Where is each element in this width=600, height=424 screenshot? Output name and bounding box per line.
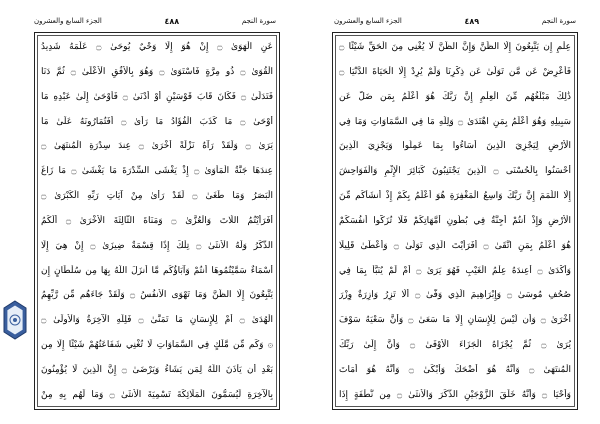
text-line: أُخْرَىٰ ۝ وَأَن لَّيْسَ لِلْإِنسَانِ إِلَّا مَا سَعَىٰ ۝ وَأَنَّ سَعْيَهُ سَوْفَ (339, 315, 571, 326)
text-line: الْقُوَىٰ ۝ ذُو مِرَّةٍ فَاسْتَوَىٰ ۝ وَهُوَ بِالْأُفُقِ الْأَعْلَىٰ ۝ ثُمَّ دَنَا (41, 66, 273, 77)
text-line: الْأَرْضِ لِيَجْزِيَ الَّذِينَ أَسَاءُوا بِمَا عَمِلُوا وَيَجْزِيَ الَّذِينَ (339, 141, 571, 152)
right-header-juz: الجزء السابع والعشرون (334, 17, 402, 25)
left-text-frame (34, 32, 280, 410)
text-line: الْهُدَىٰ ۝ أَمْ لِلْإِنسَانِ مَا تَمَنَّىٰ ۝ فَلِلَّهِ الْآخِرَةُ وَالْأُولَىٰ ۝ (41, 315, 273, 326)
left-header-juz: الجزء السابع والعشرون (34, 17, 102, 25)
text-line: الذَّكَرُ وَلَهُ الْأُنثَىٰ ۝ تِلْكَ إِذًا قِسْمَةٌ ضِيزَىٰ ۝ إِنْ هِيَ إِلَّا (41, 240, 273, 251)
text-line: عَنِ الْهَوَىٰ ۝ إِنْ هُوَ إِلَّا وَحْيٌ يُوحَىٰ ۝ عَلَّمَهُ شَدِيدُ (41, 42, 273, 52)
text-line: يَتَّبِعُونَ إِلَّا الظَّنَّ وَمَا تَهْوَى الْأَنفُسُ ۝ وَلَقَدْ جَاءَهُم مِّن رَّبِّهِمُ (41, 290, 273, 301)
text-line: الْمُنتَهَىٰ ۝ وَأَنَّهُ هُوَ أَضْحَكَ وَأَبْكَىٰ ۝ وَأَنَّهُ هُوَ أَمَاتَ (339, 364, 571, 375)
text-line: صُحُفِ مُوسَىٰ ۝ وَإِبْرَاهِيمَ الَّذِي وَفَّىٰ ۝ أَلَّا تَزِرُ وَازِرَةٌ وِزْرَ (339, 290, 571, 301)
text-line: وَأَحْيَا ۝ وَأَنَّهُ خَلَقَ الزَّوْجَيْنِ الذَّكَرَ وَالْأُنثَىٰ ۝ مِن نُّطْفَةٍ إِذَا (339, 389, 571, 400)
text-line: بَعْدِ أَن يَأْذَنَ اللَّهُ لِمَن يَشَاءُ وَيَرْضَىٰ ۝ إِنَّ الَّذِينَ لَا يُؤْمِنُونَ (41, 364, 273, 375)
left-page (0, 0, 290, 424)
text-line: أَفَرَأَيْتُمُ اللَّاتَ وَالْعُزَّىٰ ۝ وَمَنَاةَ الثَّالِثَةَ الْأُخْرَىٰ ۝ أَلَكُمُ (41, 215, 273, 226)
text-line: وَأَكْدَىٰ ۝ أَعِندَهُ عِلْمُ الْغَيْبِ فَهُوَ يَرَىٰ ۝ أَمْ لَمْ يُنَبَّأْ بِمَا فِي (339, 265, 571, 276)
text-line: فَأَعْرِضْ عَن مَّن تَوَلَّىٰ عَن ذِكْرِنَا وَلَمْ يُرِدْ إِلَّا الْحَيَاةَ الدُّنْيَا ۝ (339, 66, 571, 77)
text-line: سَبِيلِهِ وَهُوَ أَعْلَمُ بِمَنِ اهْتَدَىٰ ۝ وَلِلَّهِ مَا فِي السَّمَاوَاتِ وَمَا فِي (339, 116, 571, 127)
right-page-header (334, 14, 576, 28)
left-page-header (34, 14, 276, 28)
hizb-marker-icon (2, 300, 28, 340)
left-header-surah: سورة النجم (241, 17, 276, 25)
text-line: يَرَىٰ ۝ وَلَقَدْ رَآهُ نَزْلَةً أُخْرَىٰ ۝ عِندَ سِدْرَةِ الْمُنتَهَىٰ ۝ (41, 141, 273, 152)
text-line: ذَٰلِكَ مَبْلَغُهُم مِّنَ الْعِلْمِ إِنَّ رَبَّكَ هُوَ أَعْلَمُ بِمَن ضَلَّ عَن (339, 91, 571, 102)
text-line: الْأَرْضِ وَإِذْ أَنتُمْ أَجِنَّةٌ فِي بُطُونِ أُمَّهَاتِكُمْ فَلَا تُزَكُّوا أَنفُسَكُمْ (339, 215, 571, 226)
text-line: إِلَّا اللَّمَمَ إِنَّ رَبَّكَ وَاسِعُ الْمَغْفِرَةِ هُوَ أَعْلَمُ بِكُمْ إِذْ أَنشَأَكُم مِّنَ (339, 191, 571, 202)
text-line: ۞ وَكَم مِّن مَّلَكٍ فِي السَّمَاوَاتِ لَا تُغْنِي شَفَاعَتُهُمْ شَيْئًا إِلَّا مِن (41, 340, 273, 351)
right-header-surah: سورة النجم (541, 17, 576, 25)
text-line: أَسْمَاءٌ سَمَّيْتُمُوهَا أَنتُمْ وَآبَاؤُكُم مَّا أَنزَلَ اللَّهُ بِهَا مِن سُلْطَانٍ إِن (41, 265, 273, 276)
left-page-number: ٤٨٨ (164, 16, 180, 26)
text-line: عِلْمٍ إِن يَتَّبِعُونَ إِلَّا الظَّنَّ وَإِنَّ الظَّنَّ لَا يُغْنِي مِنَ الْحَقِّ شَيْئًا ۝ (339, 42, 571, 52)
right-page-number: ٤٨٩ (464, 16, 480, 26)
text-line: أَحْسَنُوا بِالْحُسْنَى ۝ الَّذِينَ يَجْتَنِبُونَ كَبَائِرَ الْإِثْمِ وَالْفَوَاحِشَ (339, 166, 571, 177)
right-text-frame (332, 32, 578, 410)
right-text-lines (339, 41, 571, 401)
text-line: فَتَدَلَّىٰ ۝ فَكَانَ قَابَ قَوْسَيْنِ أَوْ أَدْنَىٰ ۝ فَأَوْحَىٰ إِلَىٰ عَبْدِهِ مَا (41, 91, 273, 102)
right-page (310, 0, 600, 424)
text-line: يُرَىٰ ۝ ثُمَّ يُجْزَاهُ الْجَزَاءَ الْأَوْفَىٰ ۝ وَأَنَّ إِلَىٰ رَبِّكَ (339, 340, 571, 351)
text-line: هُوَ أَعْلَمُ بِمَنِ اتَّقَىٰ ۝ أَفَرَأَيْتَ الَّذِي تَوَلَّىٰ ۝ وَأَعْطَىٰ قَلِيلًا (339, 240, 571, 251)
text-line: أَوْحَىٰ ۝ مَا كَذَبَ الْفُؤَادُ مَا رَأَىٰ ۝ أَفَتُمَارُونَهُ عَلَىٰ مَا (41, 116, 273, 127)
text-line: عِندَهَا جَنَّةُ الْمَأْوَىٰ ۝ إِذْ يَغْشَى السِّدْرَةَ مَا يَغْشَىٰ ۝ مَا زَاغَ (41, 166, 273, 177)
text-line: الْبَصَرُ وَمَا طَغَىٰ ۝ لَقَدْ رَأَىٰ مِنْ آيَاتِ رَبِّهِ الْكُبْرَىٰ ۝ (41, 191, 273, 202)
left-text-lines (41, 41, 273, 401)
text-line: بِالْآخِرَةِ لَيُسَمُّونَ الْمَلَائِكَةَ تَسْمِيَةَ الْأُنثَىٰ ۝ وَمَا لَهُم بِهِ مِنْ (41, 389, 273, 400)
